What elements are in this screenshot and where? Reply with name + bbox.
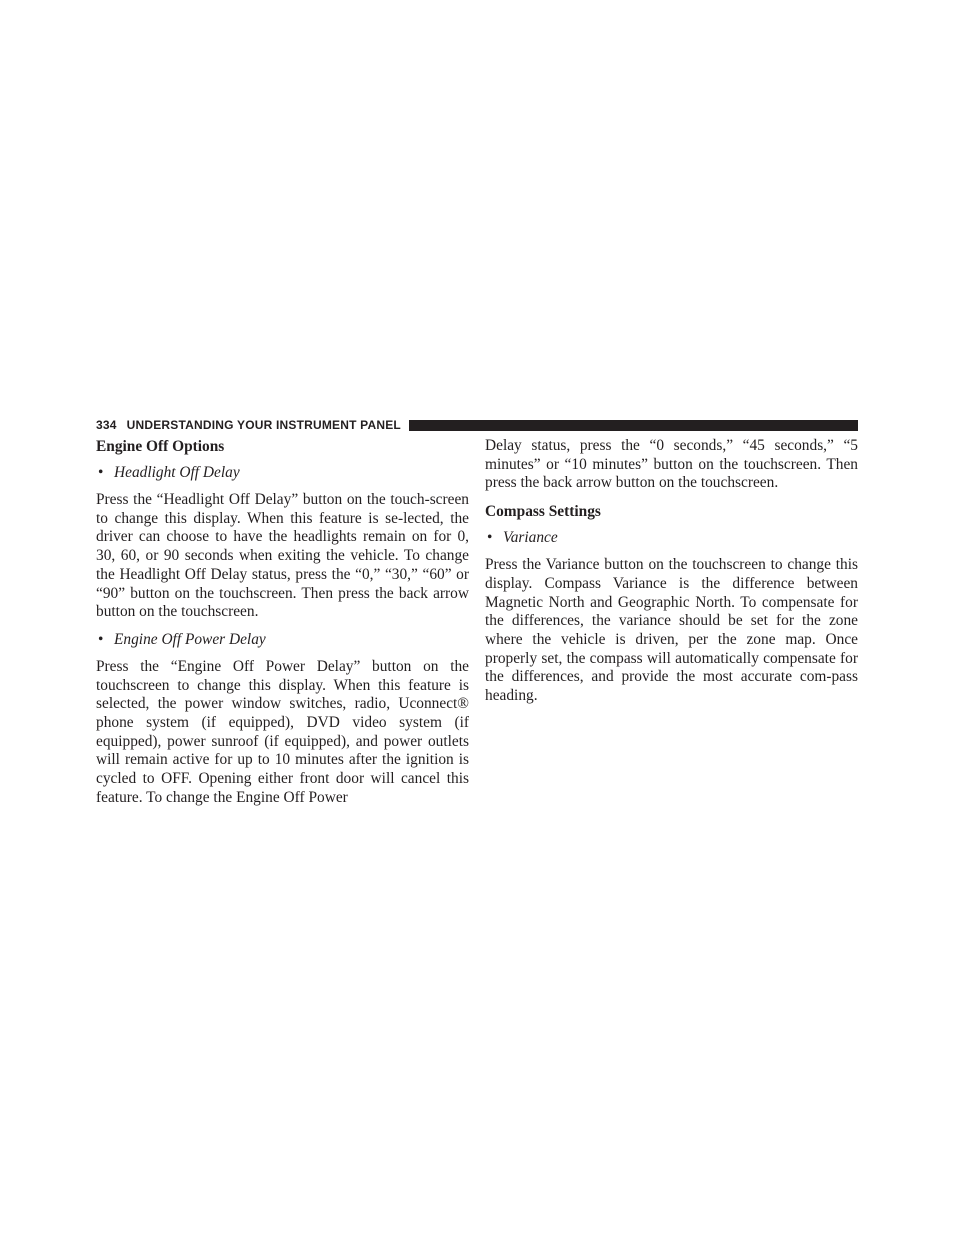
bullet-icon: • bbox=[98, 464, 104, 481]
headlight-off-delay-paragraph: Press the “Headlight Off Delay” button on the touch-screen to change this display. When this feature is se-lected, the driver can choose to have the headlights remain on for 0, 30, 60, or 90 seconds when exiting the vehicle. To change the Headlight Off Delay status, press the “0,” “30,” “60” or “90” button on the touchscreen. Then press the back arrow button on the touchscreen. bbox=[96, 491, 469, 621]
engine-off-power-delay-paragraph: Press the “Engine Off Power Delay” button on the touchscreen to change this display. When this feature is selected, the power window switches, radio, Uconnect® phone system (if equipped), DVD video system (if equipped), power sunroof (if equipped), and power outlets will remain active for up to 10 minutes after the ignition is cycled to OFF. Opening either front door will cancel this feature. To change the Engine Off Power bbox=[96, 657, 469, 806]
bullet-label: Variance bbox=[503, 529, 558, 547]
header-rule bbox=[409, 420, 858, 431]
page-number: 334 bbox=[96, 418, 117, 432]
page-header bbox=[96, 417, 858, 433]
right-column bbox=[485, 437, 858, 706]
left-column bbox=[96, 437, 469, 808]
bullet-engine-off-power-delay bbox=[96, 630, 469, 650]
engine-off-options-heading: Engine Off Options bbox=[96, 438, 225, 455]
power-delay-continuation-paragraph: Delay status, press the “0 seconds,” “45 seconds,” “5 minutes” or “10 minutes” button on the touchscreen. Then press the back arrow button on the touchscreen. bbox=[485, 437, 858, 492]
compass-settings-heading: Compass Settings bbox=[485, 503, 601, 521]
bullet-label: Engine Off Power Delay bbox=[114, 630, 266, 648]
bullet-icon: • bbox=[487, 529, 493, 547]
section-title: UNDERSTANDING YOUR INSTRUMENT PANEL bbox=[126, 418, 401, 432]
bullet-label: Headlight Off Delay bbox=[114, 464, 240, 481]
bullet-variance bbox=[485, 528, 858, 548]
bullet-icon: • bbox=[98, 630, 104, 648]
bullet-headlight-off-delay bbox=[96, 463, 469, 483]
variance-paragraph: Press the Variance button on the touchscreen to change this display. Compass Variance is the difference between Magnetic North and Geographic North. To compensate for the differences, the variance should be set for the zone where the vehicle is driven, per the zone map. Once properly set, the compass will automatically compensate for the differences, and provide the most accurate com-pass heading. bbox=[485, 556, 858, 705]
